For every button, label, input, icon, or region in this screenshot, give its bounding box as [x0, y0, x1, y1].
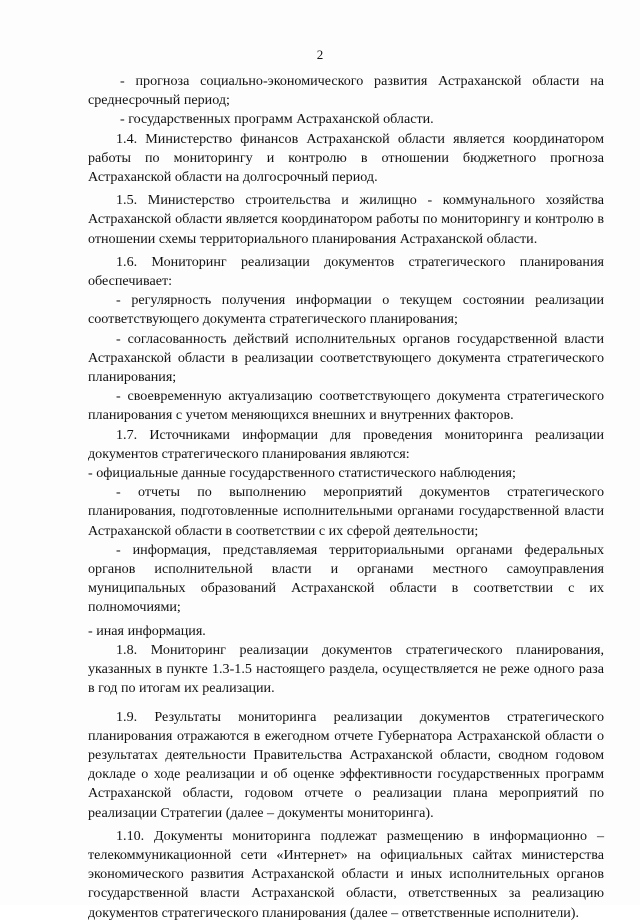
- paragraph-programs-item: - государственных программ Астраханской области.: [120, 111, 434, 128]
- list-item-actualization: - своевременную актуализацию соответствующего документа стратегического планирования с учетом меняющихся внешних и внутренних факторов.: [88, 388, 604, 424]
- paragraph-1-9: 1.9. Результаты мониторинга реализации документов стратегического планирования отражаются в ежегодном отчете Губернатора Астраханской области о результатах деятельности Правительства Астраханской области, сводном годовом докладе о ходе реализации и об оценке эффективности государственных программ Астраханской области, годовом отчете о реализации плана мероприятий по реализации Стратегии (далее – документы мониторинга).: [88, 708, 604, 821]
- list-item-official-data: - официальные данные государственного статистического наблюдения;: [88, 465, 516, 482]
- paragraph-forecast-item: - прогноза социально-экономического развития Астраханской области на среднесрочный период;: [88, 73, 604, 109]
- page-number: 2: [316, 47, 324, 62]
- list-item-territorial-information: - информация, представляемая территориальными органами федеральных органов исполнительной власти и органами местного самоуправления муниципальных образований Астраханской области в соответствии с их полномочиями;: [88, 541, 604, 616]
- list-item-other-information: - иная информация.: [88, 622, 206, 639]
- paragraph-1-4: 1.4. Министерство финансов Астраханской области является координатором работы по мониторингу и контролю в отношении бюджетного прогноза Астраханской области на долгосрочный период.: [88, 130, 604, 186]
- paragraph-1-7: 1.7. Источниками информации для проведения мониторинга реализации документов стратегического планирования являются:: [88, 426, 604, 462]
- paragraph-1-10: 1.10. Документы мониторинга подлежат размещению в информационно – телекоммуникационной сети «Интернет» на официальных сайтах министерства экономического развития Астраханской области и иных исполнительных органов государственной власти Астраханской области, ответственных за реализацию документов стратегического планирования (далее – ответственные исполнители).: [88, 827, 604, 921]
- document-body: [88, 72, 604, 923]
- paragraph-1-6: 1.6. Мониторинг реализации документов стратегического планирования обеспечивает:: [88, 253, 604, 290]
- paragraph-1-5: 1.5. Министерство строительства и жилищно - коммунального хозяйства Астраханской области является координатором работы по мониторингу и контролю в отношении схемы территориального планирования Астраханской области.: [88, 192, 604, 247]
- list-item-coordination: - согласованность действий исполнительных органов государственной власти Астраханской области в реализации соответствующего документа стратегического планирования;: [88, 330, 604, 386]
- list-item-reports: - отчеты по выполнению мероприятий документов стратегического планирования, подготовленные исполнительными органами государственной власти Астраханской области в соответствии с их сферой деятельности;: [88, 484, 604, 539]
- paragraph-1-8: 1.8. Мониторинг реализации документов стратегического планирования, указанных в пункте 1.3-1.5 настоящего раздела, осуществляется не реже одного раза в год по итогам их реализации.: [88, 641, 604, 697]
- list-item-regularity: - регулярность получения информации о текущем состоянии реализации соответствующего документа стратегического планирования;: [88, 292, 604, 328]
